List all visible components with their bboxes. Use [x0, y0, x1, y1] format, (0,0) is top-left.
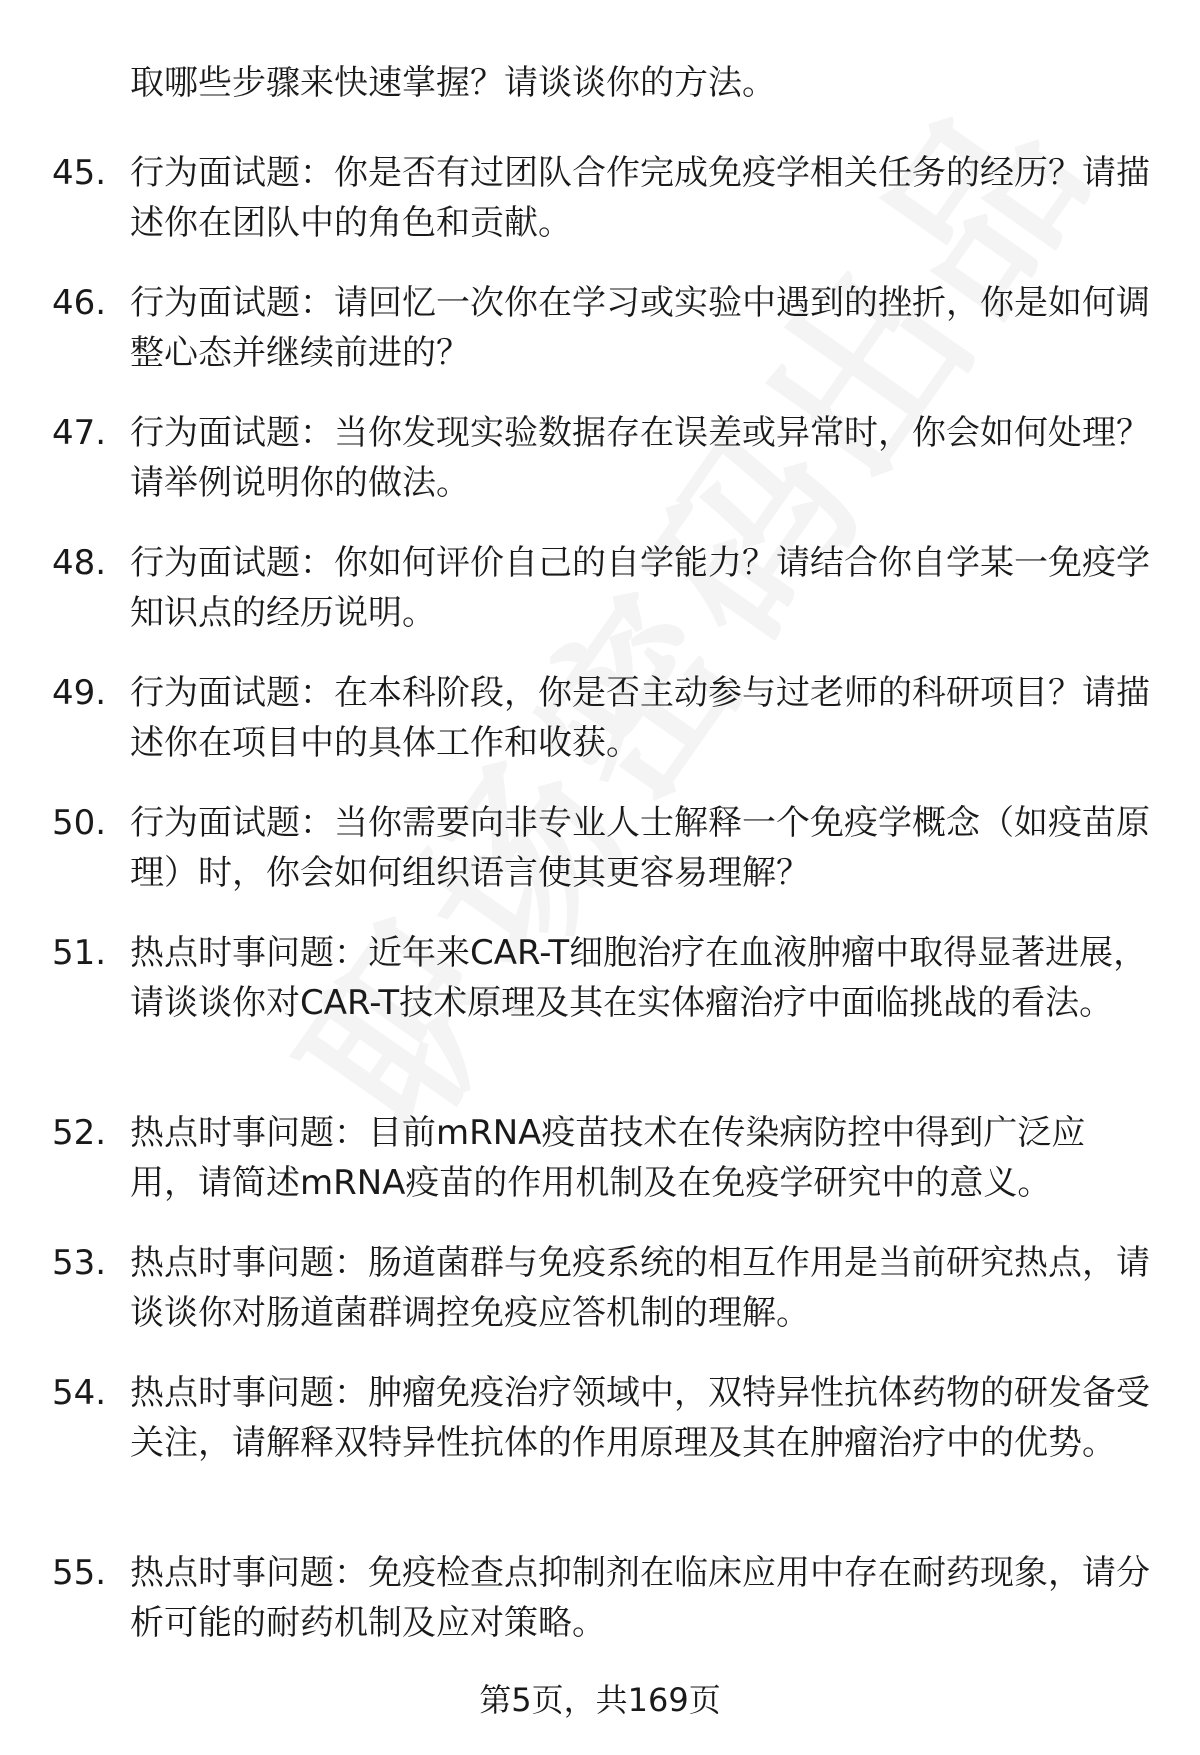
list-item [52, 148, 1152, 248]
item-text: 热点时事问题：肿瘤免疫治疗领域中，双特异性抗体药物的研发备受关注，请解释双特异性抗体的作用原理及其在肿瘤治疗中的优势。 [130, 1373, 1150, 1463]
item-number: 48. [52, 543, 107, 583]
list-item [52, 928, 1152, 1028]
item-text: 行为面试题：在本科阶段，你是否主动参与过老师的科研项目？请描述你在项目中的具体工作和收获。 [130, 673, 1150, 763]
page-footer: 第5页，共169页 [479, 1681, 721, 1719]
item-text: 行为面试题：当你需要向非专业人士解释一个免疫学概念（如疫苗原理）时，你会如何组织语言使其更容易理解？ [130, 803, 1150, 893]
list-item [52, 668, 1152, 768]
item-text: 行为面试题：你如何评价自己的自学能力？请结合你自学某一免疫学知识点的经历说明。 [130, 543, 1150, 633]
item-text: 行为面试题：请回忆一次你在学习或实验中遇到的挫折，你是如何调整心态并继续前进的？ [130, 283, 1150, 373]
continued-paragraph: 取哪些步骤来快速掌握？请谈谈你的方法。 [130, 63, 776, 103]
item-number: 53. [52, 1243, 107, 1283]
item-number: 46. [52, 283, 107, 323]
item-number: 45. [52, 153, 107, 193]
list-item [52, 408, 1152, 508]
item-text: 热点时事问题：近年来CAR-T细胞治疗在血液肿瘤中取得显著进展，请谈谈你对CAR-T技术原理及其在实体瘤治疗中面临挑战的看法。 [130, 933, 1148, 1023]
item-text: 热点时事问题：肠道菌群与免疫系统的相互作用是当前研究热点，请谈谈你对肠道菌群调控免疫应答机制的理解。 [130, 1243, 1150, 1333]
item-number: 51. [52, 933, 107, 973]
item-number: 50. [52, 803, 107, 843]
item-number: 49. [52, 673, 107, 713]
list-item [52, 278, 1152, 378]
list-item [52, 798, 1152, 898]
list-item [52, 1238, 1152, 1338]
list-item [52, 1548, 1152, 1648]
item-number: 55. [52, 1553, 107, 1593]
item-text: 热点时事问题：目前mRNA疫苗技术在传染病防控中得到广泛应用，请简述mRNA疫苗的作用机制及在免疫学研究中的意义。 [130, 1113, 1086, 1203]
list-item [52, 1368, 1152, 1468]
item-text: 行为面试题：你是否有过团队合作完成免疫学相关任务的经历？请描述你在团队中的角色和贡献。 [130, 153, 1150, 243]
item-number: 52. [52, 1113, 107, 1153]
item-number: 47. [52, 413, 107, 453]
item-text: 行为面试题：当你发现实验数据存在误差或异常时，你会如何处理？请举例说明你的做法。 [130, 413, 1150, 503]
list-item [52, 1108, 1152, 1208]
item-text: 热点时事问题：免疫检查点抑制剂在临床应用中存在耐药现象，请分析可能的耐药机制及应对策略。 [130, 1553, 1150, 1643]
item-number: 54. [52, 1373, 107, 1413]
list-item [52, 538, 1152, 638]
